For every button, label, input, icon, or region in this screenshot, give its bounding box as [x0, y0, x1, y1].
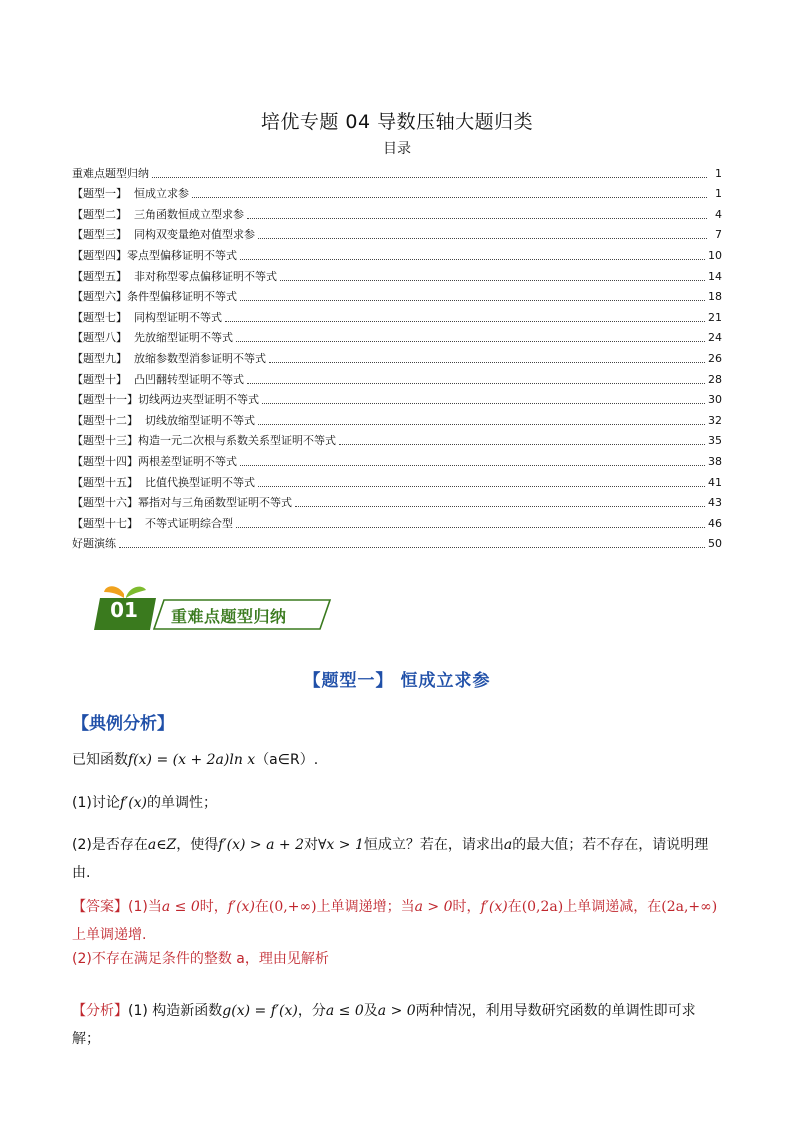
toc-entry-page: 30	[708, 393, 722, 407]
toc-entry[interactable]	[72, 263, 722, 284]
toc-entry-label: 【题型九】 放缩参数型消参证明不等式	[72, 351, 266, 365]
toc-entry-page: 46	[708, 516, 722, 530]
toc-entry[interactable]	[72, 222, 722, 243]
toc-entry-label: 【题型十一】切线两边夹型证明不等式	[72, 393, 259, 407]
toc-entry[interactable]	[72, 325, 722, 346]
toc-entry-page: 7	[715, 228, 722, 242]
toc-leader	[225, 321, 705, 322]
formula: (0,+∞)	[268, 899, 317, 915]
formula: a ≤ 0	[161, 899, 200, 915]
toc-entry-label: 【题型十二】 切线放缩型证明不等式	[72, 413, 255, 427]
toc-entry[interactable]	[72, 345, 722, 366]
formula: (2a,+∞)	[661, 899, 718, 915]
formula: f′(x)	[227, 899, 255, 915]
toc-entry-label: 【题型四】零点型偏移证明不等式	[72, 248, 237, 262]
answer-block	[72, 893, 722, 949]
toc-entry-label: 【题型二】 三角函数恒成立型求参	[72, 207, 244, 221]
toc-leader	[152, 177, 707, 178]
toc-leader	[236, 527, 705, 528]
formula: f′(x) > a + 2	[218, 837, 304, 853]
text: 时，	[452, 899, 481, 915]
formula: f′(x)	[119, 795, 148, 811]
toc-entry[interactable]	[72, 428, 722, 449]
toc-leader	[258, 486, 705, 487]
toc-entry-label: 【题型十五】 比值代换型证明不等式	[72, 475, 255, 489]
answer-line-2: (2)不存在满足条件的整数 a，理由见解析	[72, 951, 329, 967]
formula: g(x) = f′(x)	[222, 1003, 298, 1019]
toc-entry-page: 24	[708, 331, 722, 345]
banner-number: 01	[110, 598, 138, 622]
toc-entry[interactable]	[72, 469, 722, 490]
toc-entry[interactable]	[72, 448, 722, 469]
toc-entry-page: 32	[708, 413, 722, 427]
section-title: 【题型一】 恒成立求参	[303, 671, 491, 691]
toc-entry-label: 【题型六】条件型偏移证明不等式	[72, 290, 237, 304]
toc-entry-label: 【题型十四】两根差型证明不等式	[72, 454, 237, 468]
formula: a > 0	[377, 1003, 416, 1019]
analysis-label: 【分析】	[72, 1003, 128, 1019]
text: 已知函数	[72, 752, 128, 768]
text: （a∈R）.	[255, 752, 319, 768]
formula: f(x) = (x + 2a)ln x	[128, 752, 256, 768]
toc-entry-page: 21	[708, 310, 722, 324]
toc-entry-label: 【题型十六】幂指对与三角函数型证明不等式	[72, 496, 292, 510]
formula: f′(x)	[480, 899, 508, 915]
toc-entry-label: 【题型三】 同构双变量绝对值型求参	[72, 228, 255, 242]
text: 的单调性；	[147, 795, 218, 811]
text: 对	[303, 837, 318, 853]
toc-leader	[269, 362, 705, 363]
toc-leader	[236, 341, 705, 342]
toc-entry[interactable]	[72, 407, 722, 428]
toc-leader	[258, 424, 705, 425]
toc-entry-page: 43	[708, 496, 722, 510]
toc-entry-label: 【题型十】 凸凹翻转型证明不等式	[72, 372, 244, 386]
text: (2)是否存在	[72, 837, 148, 853]
formula: (0,2a)	[521, 899, 564, 915]
text: 在	[254, 899, 269, 915]
toc-entry[interactable]	[72, 181, 722, 202]
toc-entry-page: 4	[715, 207, 722, 221]
toc-leader	[280, 280, 705, 281]
text: 上单调递增；当	[316, 899, 415, 915]
text: 的最大值；若不存在，请说明理由.	[72, 837, 709, 881]
toc-entry-label: 重难点题型归纳	[72, 166, 149, 180]
toc-leader	[240, 259, 705, 260]
toc-entry-page: 50	[708, 537, 722, 551]
toc-entry[interactable]	[72, 284, 722, 305]
toc-entry-label: 【题型八】 先放缩型证明不等式	[72, 331, 233, 345]
text: (1)讨论	[72, 795, 120, 811]
text: ，使得	[176, 837, 219, 853]
toc-heading: 目录	[383, 141, 411, 157]
text: 上单调递减，在	[563, 899, 662, 915]
toc-leader	[262, 403, 705, 404]
toc-entry-label: 【题型五】 非对称型零点偏移证明不等式	[72, 269, 277, 283]
table-of-contents	[72, 160, 722, 551]
text: 两种情况，利用导数研究函数的单调性即可求解；	[72, 1003, 696, 1047]
toc-entry-page: 1	[715, 187, 722, 201]
toc-leader	[247, 383, 705, 384]
text: (1)当	[128, 899, 162, 915]
answer-label: 【答案】	[72, 899, 128, 915]
problem-intro	[72, 746, 722, 774]
toc-leader	[119, 547, 705, 548]
toc-entry-label: 【题型十三】构造一元二次根与系数关系型证明不等式	[72, 434, 336, 448]
question-2	[72, 831, 722, 887]
formula: a	[503, 837, 513, 853]
toc-entry-page: 41	[708, 475, 722, 489]
formula: a∈Z	[147, 837, 177, 853]
banner-title: 重难点题型归纳	[171, 607, 287, 626]
text: 及	[363, 1003, 378, 1019]
text: ，分	[297, 1003, 326, 1019]
formula: a ≤ 0	[325, 1003, 364, 1019]
analysis-block	[72, 997, 722, 1053]
toc-leader	[247, 218, 707, 219]
toc-entry[interactable]	[72, 531, 722, 552]
toc-entry-label: 【题型七】 同构型证明不等式	[72, 310, 222, 324]
example-heading: 【典例分析】	[72, 714, 174, 734]
toc-leader	[258, 238, 707, 239]
toc-entry[interactable]	[72, 304, 722, 325]
toc-entry-page: 1	[715, 166, 722, 180]
toc-entry[interactable]	[72, 387, 722, 408]
text: 在	[507, 899, 522, 915]
toc-entry-page: 18	[708, 290, 722, 304]
toc-entry[interactable]	[72, 160, 722, 181]
question-1	[72, 789, 722, 817]
toc-entry[interactable]	[72, 242, 722, 263]
leaf-icon	[126, 587, 146, 598]
toc-leader	[192, 197, 707, 198]
toc-entry-page: 28	[708, 372, 722, 386]
document-title: 培优专题 04 导数压轴大题归类	[260, 111, 534, 133]
toc-leader	[295, 506, 705, 507]
toc-entry[interactable]	[72, 366, 722, 387]
toc-entry-page: 26	[708, 351, 722, 365]
toc-entry-page: 38	[708, 454, 722, 468]
text: 恒成立？若在，请求出	[363, 837, 504, 853]
toc-entry-page: 14	[708, 269, 722, 283]
text: 时，	[199, 899, 228, 915]
leaf-icon	[104, 586, 124, 598]
text: 上单调递增.	[72, 927, 147, 943]
toc-entry-label: 【题型一】 恒成立求参	[72, 187, 189, 201]
toc-entry-page: 10	[708, 248, 722, 262]
toc-entry[interactable]	[72, 510, 722, 531]
toc-entry-label: 好题演练	[72, 537, 116, 551]
toc-entry[interactable]	[72, 490, 722, 511]
toc-entry-page: 35	[708, 434, 722, 448]
toc-leader	[339, 444, 705, 445]
toc-entry[interactable]	[72, 201, 722, 222]
toc-leader	[240, 465, 705, 466]
toc-leader	[240, 300, 705, 301]
formula: ∀x > 1	[317, 837, 364, 853]
formula: a > 0	[414, 899, 453, 915]
toc-entry-label: 【题型十七】 不等式证明综合型	[72, 516, 233, 530]
text: (1) 构造新函数	[128, 1003, 223, 1019]
